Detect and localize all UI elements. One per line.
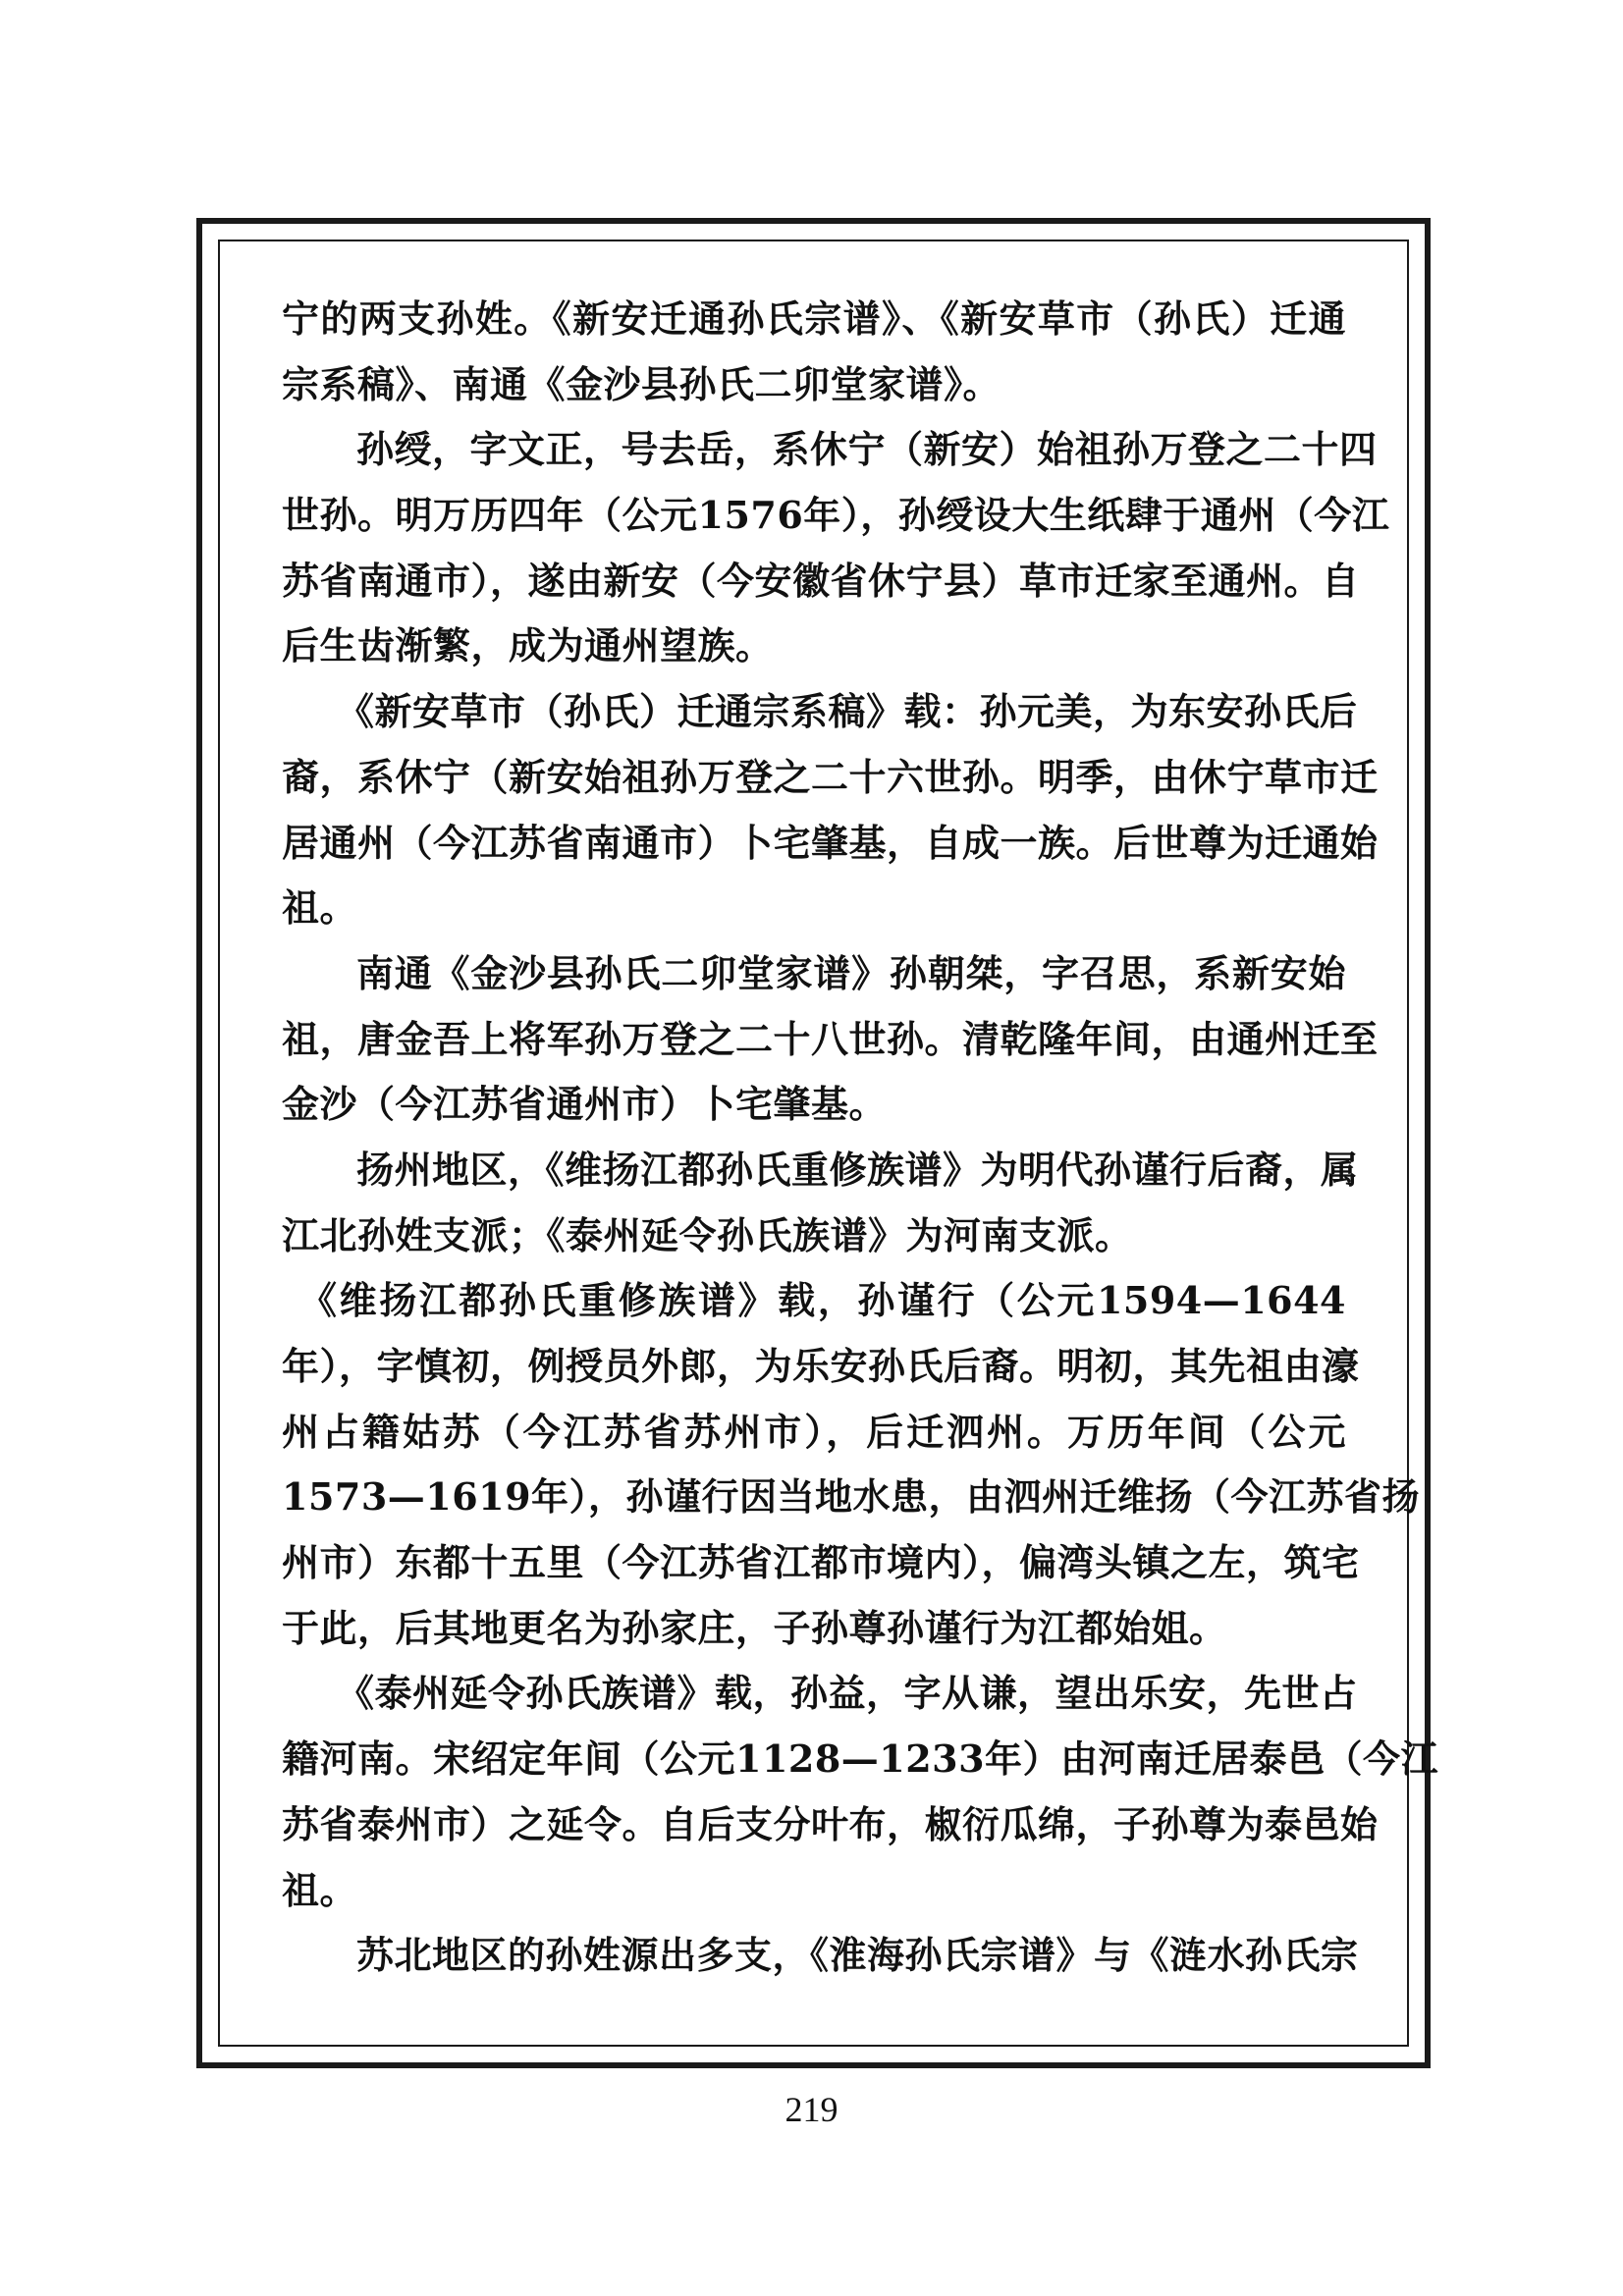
text-line: 年），字慎初，例授员外郎，为乐安孙氏后裔。明初，其先祖由濠 bbox=[282, 1344, 1360, 1388]
text-line: 《维扬江都孙氏重修族谱》载，孙谨行（公元1594—1644 bbox=[299, 1278, 1346, 1323]
text-line: 居通州（今江苏省南通市）卜宅肇基，自成一族。后世尊为迁通始 bbox=[282, 820, 1379, 865]
text-line: 宗系稿》、南通《金沙县孙氏二卯堂家谱》。 bbox=[282, 361, 1001, 406]
text-line: 江北孙姓支派；《泰州延令孙氏族谱》为河南支派。 bbox=[282, 1212, 1133, 1257]
text-line: 《泰州延令孙氏族谱》载，孙益，字从谦，望出乐安，先世占 bbox=[337, 1671, 1358, 1716]
text-line: 南通《金沙县孙氏二卯堂家谱》孙朝桀，字召思，系新安始 bbox=[356, 950, 1346, 995]
text-line: 金沙（今江苏省通州市）卜宅肇基。 bbox=[282, 1082, 888, 1127]
text-line: 苏省南通市），遂由新安（今安徽省休宁县）草市迁家至通州。自 bbox=[282, 558, 1360, 603]
page-number: 219 bbox=[784, 2090, 839, 2129]
text-line: 后生齿渐繁，成为通州望族。 bbox=[282, 623, 774, 668]
text-line: 孙绶，字文正，号去岳，系休宁（新安）始祖孙万登之二十四 bbox=[356, 427, 1378, 472]
text-line: 籍河南。宋绍定年间（公元1128—1233年）由河南迁居泰邑（今江 bbox=[282, 1736, 1439, 1782]
text-line: 1573—1619年），孙谨行因当地水患，由泗州迁维扬（今江苏省扬 bbox=[282, 1474, 1421, 1520]
text-line: 州占籍姑苏（今江苏省苏州市），后迁泗州。万历年间（公元 bbox=[282, 1409, 1346, 1454]
body-text bbox=[282, 287, 1439, 1989]
text-line: 祖，唐金吾上将军孙万登之二十八世孙。清乾隆年间，由通州迁至 bbox=[282, 1016, 1379, 1061]
text-line: 世孙。明万历四年（公元1576年），孙绶设大生纸肆于通州（今江 bbox=[282, 493, 1390, 538]
text-line: 祖。 bbox=[282, 1867, 358, 1912]
text-line: 裔，系休宁（新安始祖孙万登之二十六世孙。明季，由休宁草市迁 bbox=[282, 754, 1379, 799]
text-line: 宁的两支孙姓。《新安迁通孙氏宗谱》、《新安草市（孙氏）迁通 bbox=[282, 296, 1346, 341]
text-line: 祖。 bbox=[282, 885, 358, 931]
text-line: 苏北地区的孙姓源出多支，《淮海孙氏宗谱》与《涟水孙氏宗 bbox=[356, 1933, 1359, 1978]
text-line: 州市）东都十五里（今江苏省江都市境内），偏湾头镇之左，筑宅 bbox=[282, 1540, 1360, 1585]
text-line: 于此，后其地更名为孙家庄，子孙尊孙谨行为江都始姐。 bbox=[282, 1605, 1227, 1650]
text-line: 扬州地区，《维扬江都孙氏重修族谱》为明代孙谨行后裔，属 bbox=[356, 1147, 1359, 1192]
text-line: 《新安草市（孙氏）迁通宗系稿》载：孙元美，为东安孙氏后 bbox=[337, 689, 1358, 734]
text-line: 苏省泰州市）之延令。自后支分叶布，椒衍瓜绵，子孙尊为泰邑始 bbox=[282, 1801, 1379, 1846]
